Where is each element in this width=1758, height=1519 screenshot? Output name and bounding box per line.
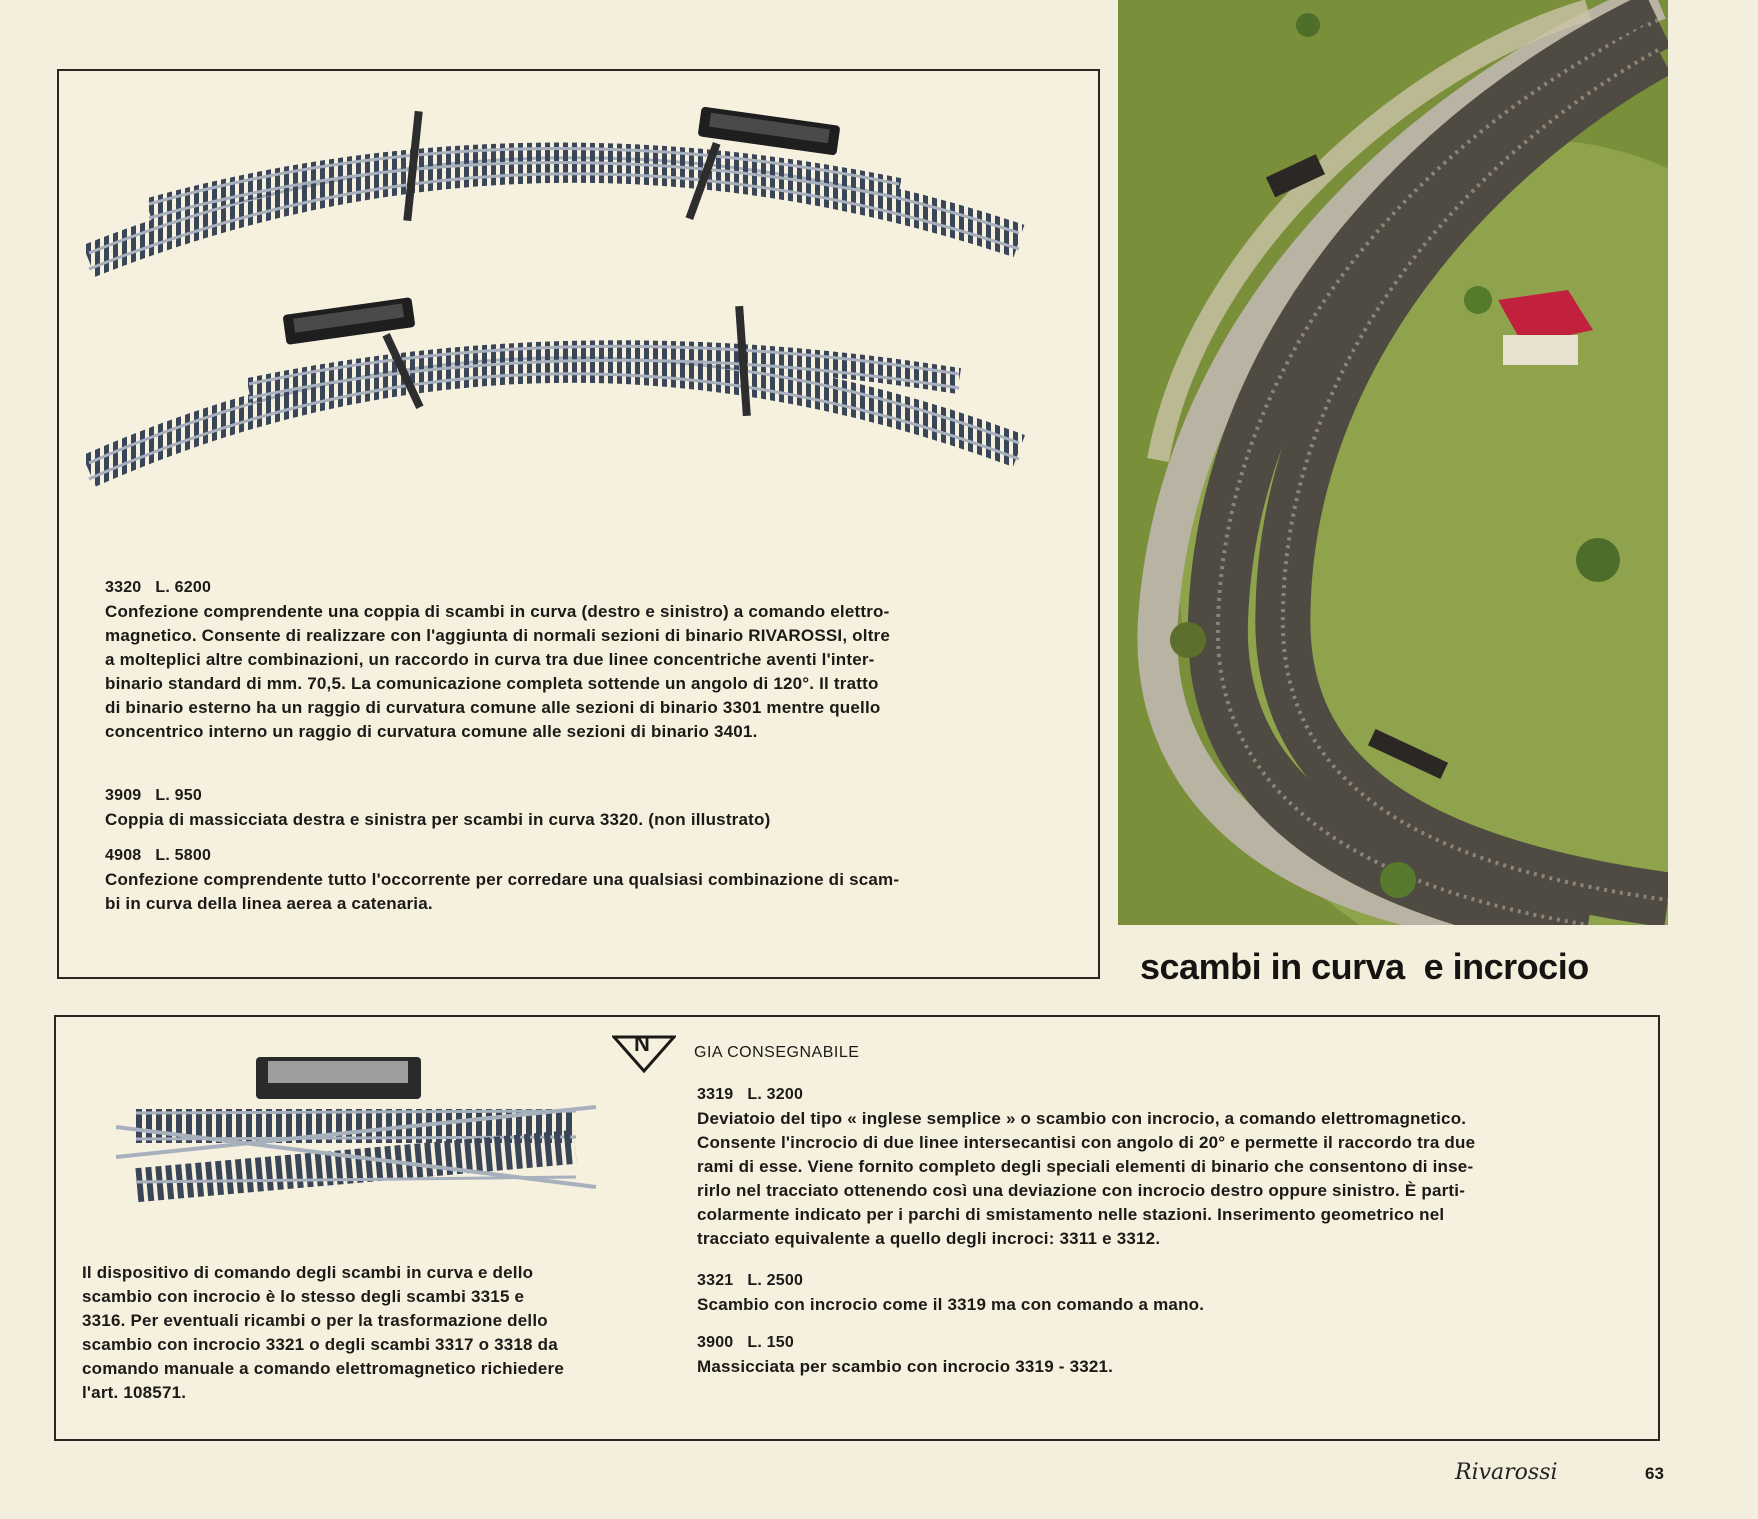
item-3909: [105, 784, 1045, 832]
page-number: 63: [1645, 1464, 1664, 1483]
n-scale-badge: [612, 1031, 676, 1075]
desc-line: Coppia di massicciata destra e sinistra per scambi in curva 3320. (non illustrato): [105, 810, 771, 829]
desc-line: magnetico. Consente di realizzare con l'aggiunta di normali sezioni di binario RIVAROSSI, oltre: [105, 626, 891, 645]
item-code: 3900: [697, 1334, 734, 1351]
item-price: L. 950: [155, 787, 202, 804]
layout-photo: [1118, 0, 1668, 925]
item-price: L. 150: [747, 1334, 794, 1351]
desc-line: colarmente indicato per i parchi di smistamento nelle stazioni. Inserimento geometrico nel: [697, 1205, 1445, 1224]
desc-line: rami di esse. Viene fornito completo degli speciali elementi di binario che consentono di inse-: [697, 1157, 1474, 1176]
desc-line: Consente l'incrocio di due linee intersecantisi con angolo di 20° e permette il raccordo tra due: [697, 1133, 1476, 1152]
note-line: 3316. Per eventuali ricambi o per la trasformazione dello: [82, 1311, 548, 1330]
item-code: 3909: [105, 787, 142, 804]
badge-letter: N: [634, 1031, 650, 1056]
item-code: 3321: [697, 1272, 734, 1289]
item-4908: [105, 844, 1045, 916]
bottom-product-panel: [54, 1015, 1660, 1441]
item-code: 3319: [697, 1086, 734, 1103]
item-code-line: [105, 784, 1045, 808]
control-device-note: [82, 1261, 652, 1405]
note-line: l'art. 108571.: [82, 1383, 187, 1402]
item-3900: [697, 1331, 1637, 1379]
item-code-line: [105, 576, 1045, 600]
item-code: 4908: [105, 847, 142, 864]
item-code: 3320: [105, 579, 142, 596]
item-price: L. 3200: [747, 1086, 804, 1103]
desc-line: binario standard di mm. 70,5. La comunicazione completa sottende un angolo di 120°. Il tratto: [105, 674, 879, 693]
upper-curved-turnout: [89, 106, 1019, 269]
brand-logo: Rivarossi: [1455, 1460, 1558, 1485]
section-title: scambi in curva e incrocio: [1140, 946, 1589, 987]
desc-line: di binario esterno ha un raggio di curvatura comune alle sezioni di binario 3301 mentre quello: [105, 698, 881, 717]
item-code-line: [105, 844, 1045, 868]
desc-line: Deviatoio del tipo « inglese semplice » o scambio con incrocio, a comando elettromagnetico.: [697, 1109, 1467, 1128]
availability-label: GIA CONSEGNABILE: [694, 1044, 860, 1061]
item-price: L. 5800: [155, 847, 212, 864]
top-product-panel: [57, 69, 1100, 979]
item-code-line: [697, 1269, 1637, 1293]
desc-line: Confezione comprendente tutto l'occorrente per corredare una qualsiasi combinazione di scam-: [105, 870, 900, 889]
item-3321: [697, 1269, 1637, 1317]
item-code-line: [697, 1083, 1639, 1107]
note-line: comando manuale a comando elettromagnetico richiedere: [82, 1359, 565, 1378]
desc-line: Confezione comprendente una coppia di scambi in curva (destro e sinistro) a comando elettro-: [105, 602, 890, 621]
note-line: scambio con incrocio 3321 o degli scambi 3317 o 3318 da: [82, 1335, 558, 1354]
desc-line: Scambio con incrocio come il 3319 ma con comando a mano.: [697, 1295, 1205, 1314]
desc-line: Massicciata per scambio con incrocio 3319 - 3321.: [697, 1357, 1114, 1376]
double-slip-switch-illustration: [116, 1047, 616, 1217]
desc-line: bi in curva della linea aerea a catenaria.: [105, 894, 433, 913]
desc-line: concentrico interno un raggio di curvatura comune alle sezioni di binario 3401.: [105, 722, 758, 741]
desc-line: a molteplici altre combinazioni, un raccordo in curva tra due linee concentriche aventi l'inter-: [105, 650, 875, 669]
item-code-line: [697, 1331, 1637, 1355]
note-line: scambio con incrocio è lo stesso degli scambi 3315 e: [82, 1287, 525, 1306]
curved-turnouts-illustration: [59, 91, 1099, 511]
item-price: L. 2500: [747, 1272, 804, 1289]
desc-line: rirlo nel tracciato ottenendo così una deviazione con incrocio destro oppure sinistro. È parti-: [697, 1181, 1466, 1200]
item-3319: [697, 1083, 1639, 1251]
lower-curved-turnout: [89, 297, 1019, 479]
item-price: L. 6200: [155, 579, 212, 596]
desc-line: tracciato equivalente a quello degli incroci: 3311 e 3312.: [697, 1229, 1161, 1248]
item-3320: [105, 576, 1045, 744]
note-line: Il dispositivo di comando degli scambi in curva e dello: [82, 1263, 534, 1282]
